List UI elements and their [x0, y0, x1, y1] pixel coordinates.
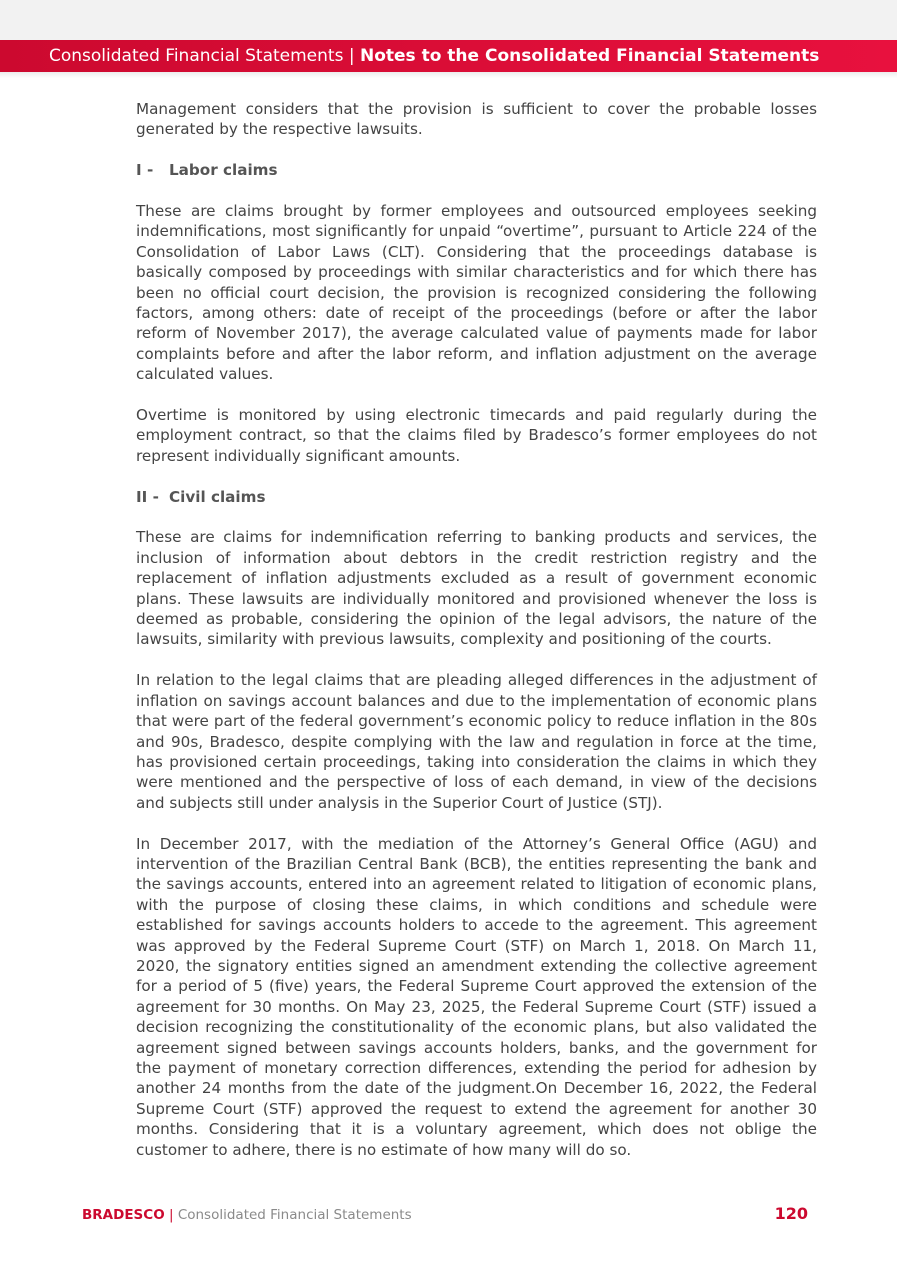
top-margin: [0, 0, 897, 40]
footer-separator: |: [164, 1207, 178, 1223]
civil-paragraph: These are claims for indemnification referring to banking products and services, the inclusion of information about debtors in the credit restriction registry and the replacement of inflation adjustments excluded as a result of government economic plans. These lawsuits are individually monitored and provisioned whenever the loss is deemed as probable, considering the opinion of the legal advisors, the nature of the lawsuits, similarity with previous lawsuits, complexity and positioning of the courts.: [136, 528, 817, 649]
page-number: 120: [774, 1204, 808, 1223]
labor-paragraph: These are claims brought by former employees and outsourced employees seeking indemnifications, most significantly for unpaid “overtime”, pursuant to Article 224 of the Consolidation of Labor Laws (CLT). Considering that the proceedings database is basically composed by proceedings with similar characteristics and for which there has been no official court decision, the provision is recognized considering the following factors, among others: date of receipt of the proceedings (before or after the labor reform of November 2017), the average calculated value of payments made for labor complaints before and after the labor reform, and inflation adjustment on the average calculated values.: [136, 202, 817, 384]
civil-claims-number: II -: [136, 487, 159, 506]
header-section-title: Consolidated Financial Statements: [49, 46, 344, 66]
civil-paragraph: In relation to the legal claims that are pleading alleged differences in the adjustment of inflation on savings account balances and due to the implementation of economic plans that were part of the federal government’s economic policy to reduce inflation in the 80s and 90s, Bradesco, despite complying with the law and regulation in force at the time, has provisioned certain proceedings, taking into consideration the claims in which they were mentioned and the perspective of loss of each demand, in view of the decisions and subjects still under analysis in the Superior Court of Justice (STJ).: [136, 671, 817, 812]
intro-paragraph: Management considers that the provision is sufficient to cover the probable losses generated by the respective lawsuits.: [136, 100, 817, 139]
page-header: [0, 40, 897, 72]
civil-claims-heading: [136, 487, 817, 507]
header-shadow: [0, 72, 897, 78]
civil-paragraph: In December 2017, with the mediation of the Attorney’s General Office (AGU) and intervention of the Brazilian Central Bank (BCB), the entities representing the bank and the savings accounts, entered into an agreement related to litigation of economic plans, with the purpose of closing these claims, in which conditions and schedule were established for savings accounts holders to accede to the agreement. This agreement was approved by the Federal Supreme Court (STF) on March 1, 2018. On March 11, 2020, the signatory entities signed an amendment extending the collective agreement for a period of 5 (five) years, the Federal Supreme Court approved the extension of the agreement for 30 months. On May 23, 2025, the Federal Supreme Court (STF) issued a decision recognizing the constitutionality of the economic plans, but also validated the agreement signed between savings accounts holders, banks, and the government for the payment of monetary correction differences, extending the period for adhesion by another 24 months from the date of the judgment.On December 16, 2022, the Federal Supreme Court (STF) approved the request to extend the agreement for another 30 months. Considering that it is a voluntary agreement, which does not oblige the customer to adhere, there is no estimate of how many will do so.: [136, 834, 817, 1159]
header-subsection-title: Notes to the Consolidated Financial Statements: [359, 46, 820, 66]
labor-claims-heading: [136, 160, 817, 180]
document-body: [136, 99, 817, 1180]
labor-claims-title: Labor claims: [169, 161, 278, 180]
page-footer: [82, 1205, 412, 1225]
footer-title: Consolidated Financial Statements: [177, 1207, 412, 1223]
footer-brand: BRADESCO: [82, 1207, 165, 1223]
labor-claims-number: I -: [136, 161, 154, 180]
labor-paragraph: Overtime is monitored by using electronic timecards and paid regularly during the employment contract, so that the claims filed by Bradesco’s former employees do not represent individually significant amounts.: [136, 406, 817, 465]
civil-claims-title: Civil claims: [169, 487, 266, 506]
header-separator: |: [343, 46, 360, 66]
